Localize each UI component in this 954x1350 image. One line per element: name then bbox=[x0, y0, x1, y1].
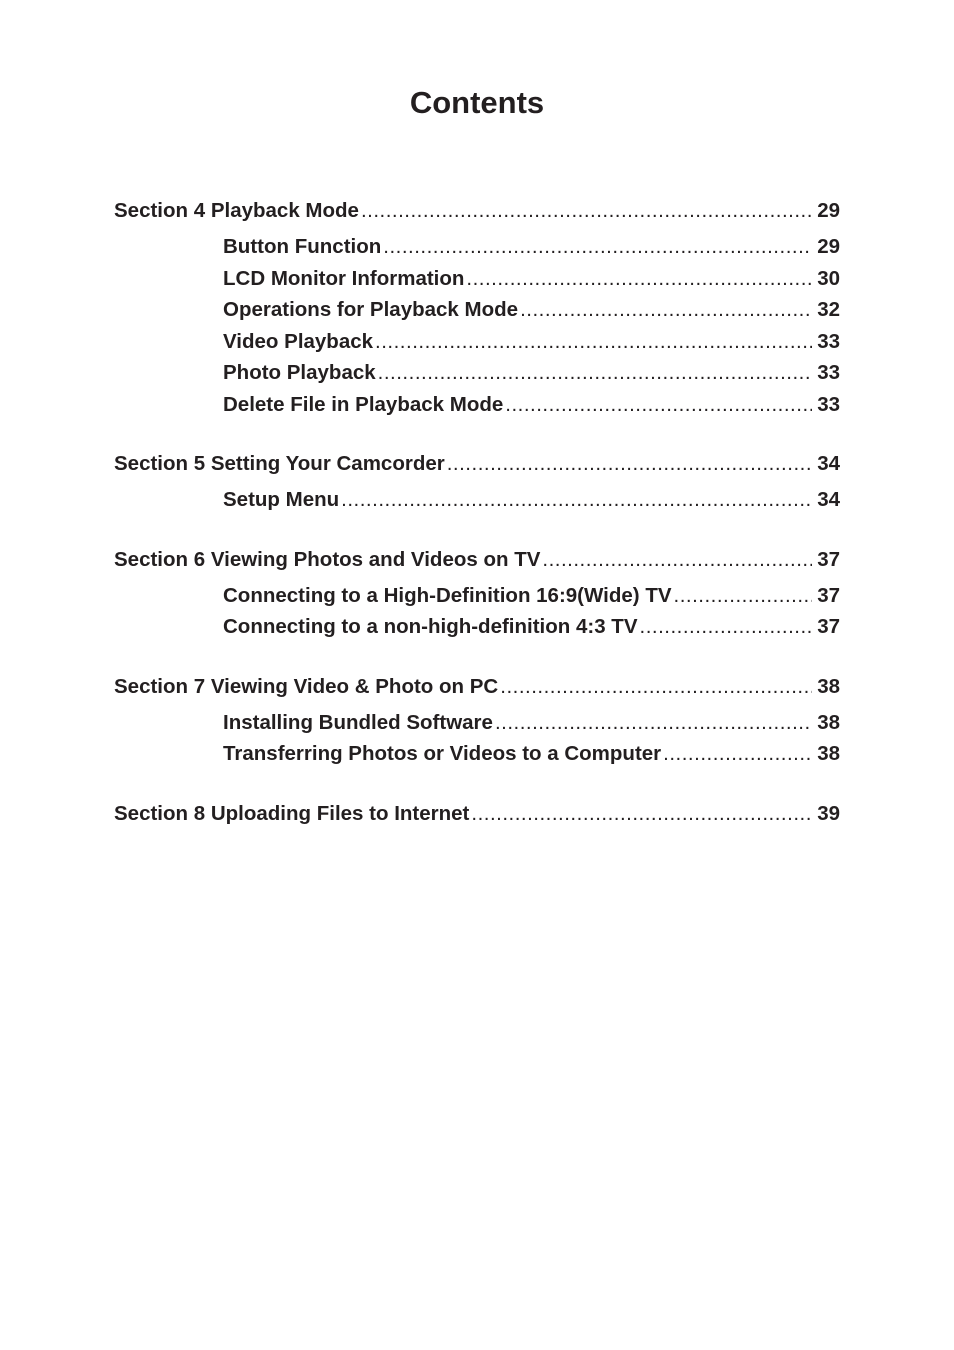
dot-leader bbox=[471, 799, 812, 829]
toc-entry-label: Operations for Playback Mode bbox=[223, 298, 519, 321]
toc-page-number: 33 bbox=[817, 329, 840, 353]
toc-section-entry[interactable] bbox=[114, 545, 840, 575]
dot-leader bbox=[663, 738, 812, 770]
toc-section-entry[interactable] bbox=[114, 449, 840, 479]
toc-page-number: 32 bbox=[817, 298, 840, 321]
toc-subentry[interactable] bbox=[114, 231, 840, 263]
toc-section-6 bbox=[114, 545, 840, 643]
toc-entry-label: Setup Menu bbox=[223, 488, 340, 511]
dot-leader bbox=[674, 580, 813, 612]
toc-subentry[interactable] bbox=[114, 357, 840, 389]
toc-page-number: 34 bbox=[817, 452, 840, 475]
toc-subentry[interactable] bbox=[114, 707, 840, 739]
toc-page-number: 39 bbox=[817, 801, 840, 825]
dot-leader bbox=[542, 545, 812, 575]
dot-leader bbox=[495, 707, 812, 739]
dot-leader bbox=[361, 196, 812, 226]
toc-section-7 bbox=[114, 672, 840, 770]
dot-leader bbox=[383, 231, 812, 263]
dot-leader bbox=[505, 389, 812, 421]
toc-page-number: 37 bbox=[817, 615, 840, 638]
toc-page-number: 30 bbox=[817, 266, 840, 290]
toc-section-8 bbox=[114, 799, 840, 829]
toc-entry-label: Section 5 Setting Your Camcorder bbox=[114, 452, 445, 475]
toc-entry-label: Button Function bbox=[223, 235, 382, 258]
toc-page-number: 37 bbox=[817, 583, 840, 607]
table-of-contents bbox=[114, 196, 840, 858]
dot-leader bbox=[341, 484, 812, 516]
toc-subentry[interactable] bbox=[114, 484, 840, 516]
dot-leader bbox=[378, 357, 813, 389]
toc-section-entry[interactable] bbox=[114, 799, 840, 829]
toc-section-entry[interactable] bbox=[114, 196, 840, 226]
toc-section-5 bbox=[114, 449, 840, 516]
toc-page-number: 29 bbox=[817, 199, 840, 222]
toc-subentry[interactable] bbox=[114, 389, 840, 421]
toc-entry-label: Section 6 Viewing Photos and Videos on TV bbox=[114, 547, 541, 571]
dot-leader bbox=[640, 611, 813, 643]
toc-entry-label: Section 7 Viewing Video & Photo on PC bbox=[114, 674, 499, 698]
dot-leader bbox=[520, 294, 812, 326]
dot-leader bbox=[500, 672, 812, 702]
toc-entry-label: Transferring Photos or Videos to a Computer bbox=[223, 742, 662, 765]
toc-entry-label: LCD Monitor Information bbox=[223, 266, 465, 290]
dot-leader bbox=[375, 326, 812, 358]
toc-entry-label: Video Playback bbox=[223, 329, 374, 353]
toc-page-number: 38 bbox=[817, 710, 840, 734]
dot-leader bbox=[447, 449, 812, 479]
toc-section-4 bbox=[114, 196, 840, 420]
dot-leader bbox=[466, 263, 812, 295]
toc-entry-label: Photo Playback bbox=[223, 361, 376, 384]
page-title: Contents bbox=[409, 85, 545, 120]
toc-subentry[interactable] bbox=[114, 294, 840, 326]
toc-page-number: 38 bbox=[817, 674, 840, 698]
toc-entry-label: Section 4 Playback Mode bbox=[114, 199, 359, 222]
toc-subentry[interactable] bbox=[114, 611, 840, 643]
toc-section-entry[interactable] bbox=[114, 672, 840, 702]
toc-entry-label: Delete File in Playback Mode bbox=[223, 392, 504, 416]
toc-page-number: 37 bbox=[817, 547, 840, 571]
toc-entry-label: Connecting to a High-Definition 16:9(Wide) TV bbox=[223, 583, 672, 607]
toc-entry-label: Section 8 Uploading Files to Internet bbox=[114, 801, 470, 825]
toc-page-number: 29 bbox=[817, 235, 840, 258]
toc-subentry[interactable] bbox=[114, 263, 840, 295]
toc-page-number: 33 bbox=[817, 392, 840, 416]
toc-entry-label: Installing Bundled Software bbox=[223, 710, 493, 734]
toc-page-number: 33 bbox=[817, 361, 840, 384]
toc-entry-label: Connecting to a non-high-definition 4:3 TV bbox=[223, 615, 638, 638]
toc-page-number: 34 bbox=[817, 488, 840, 511]
toc-subentry[interactable] bbox=[114, 738, 840, 770]
toc-subentry[interactable] bbox=[114, 580, 840, 612]
toc-page-number: 38 bbox=[817, 742, 840, 765]
toc-subentry[interactable] bbox=[114, 326, 840, 358]
